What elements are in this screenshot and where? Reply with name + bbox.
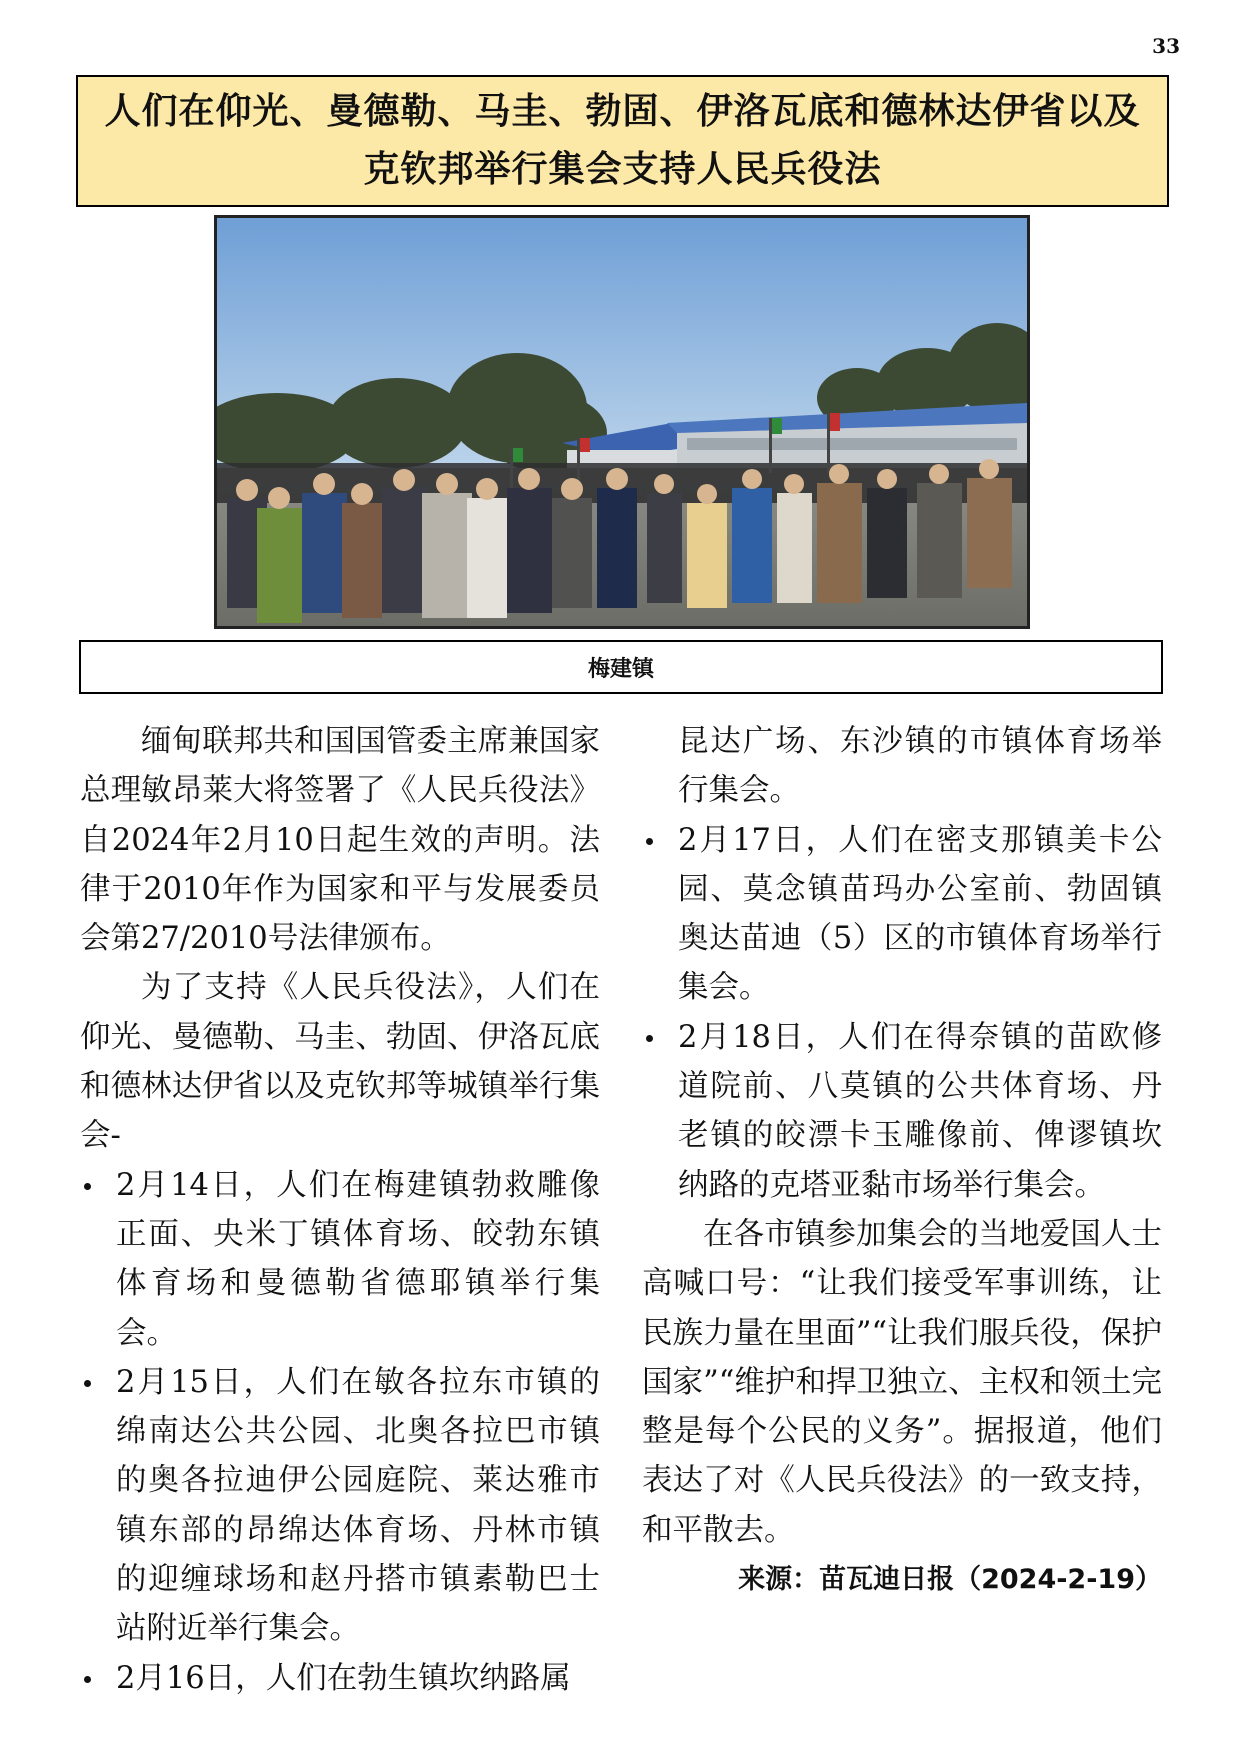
slogans-paragraph: 在各市镇参加集会的当地爱国人士高喊口号：“让我们接受军事训练，让民族力量在里面”“让我们服兵役，保护国家”“维护和捍卫独立、主权和领土完整是每个公民的义务”。据报道，他们表达了对《人民兵役法》的一致支持，和平散去。 (642, 1216, 1162, 1548)
headline-box (76, 75, 1169, 207)
rally-photo-illustration (217, 218, 1027, 626)
intro-paragraph: 缅甸联邦共和国国管委主席兼国家总理敏昂莱大将签署了《人民兵役法》自2024年2月10日起生效的声明。法律于2010年作为国家和平与发展委员会第27/2010号法律颁布。 (80, 724, 600, 957)
support-paragraph: 为了支持《人民兵役法》，人们在仰光、曼德勒、马圭、勃固、伊洛瓦底和德林达伊省以及克钦邦等城镇举行集会- (80, 970, 600, 1154)
headline (104, 83, 1140, 199)
list-item: 2月15日，人们在敏各拉东市镇的绵南达公共公园、北奥各拉巴市镇的奥各拉迪伊公园庭院、莱达雅市镇东部的昂绵达体育场、丹林市镇的迎缠球场和赵丹搭市镇素勒巴士站附近举行集会。 (80, 1358, 600, 1654)
page-number: 33 (1152, 34, 1180, 58)
event-list-right (642, 816, 1162, 1210)
source-line: 来源：苗瓦迪日报（2024-2-19） (738, 1564, 1162, 1596)
list-item: 2月17日，人们在密支那镇美卡公园、莫念镇苗玛办公室前、勃固镇奥达苗迪（5）区的市镇体育场举行集会。 (642, 816, 1162, 1013)
right-column (642, 717, 1162, 1604)
photo-caption: 梅建镇 (79, 640, 1163, 694)
list-item: 2月16日，人们在勃生镇坎纳路属 (80, 1654, 600, 1703)
list-item: 2月18日，人们在得奈镇的苗欧修道院前、八莫镇的公共体育场、丹老镇的皎漂卡玉雕像前、俾谬镇坎纳路的克塔亚黏市场举行集会。 (642, 1013, 1162, 1210)
list-item-continuation: 昆达广场、东沙镇的市镇体育场举行集会。 (678, 724, 1162, 809)
event-list-left (80, 1161, 600, 1703)
headline-line-1: 人们在仰光、曼德勒、马圭、勃固、伊洛瓦底和德林达伊省以及 (104, 91, 1141, 132)
rally-photo (214, 215, 1030, 629)
headline-line-2: 克钦邦举行集会支持人民兵役法 (363, 149, 882, 190)
list-item: 2月14日，人们在梅建镇勃救雕像正面、央米丁镇体育场、皎勃东镇体育场和曼德勒省德耶镇举行集会。 (80, 1161, 600, 1358)
left-column (80, 717, 600, 1703)
